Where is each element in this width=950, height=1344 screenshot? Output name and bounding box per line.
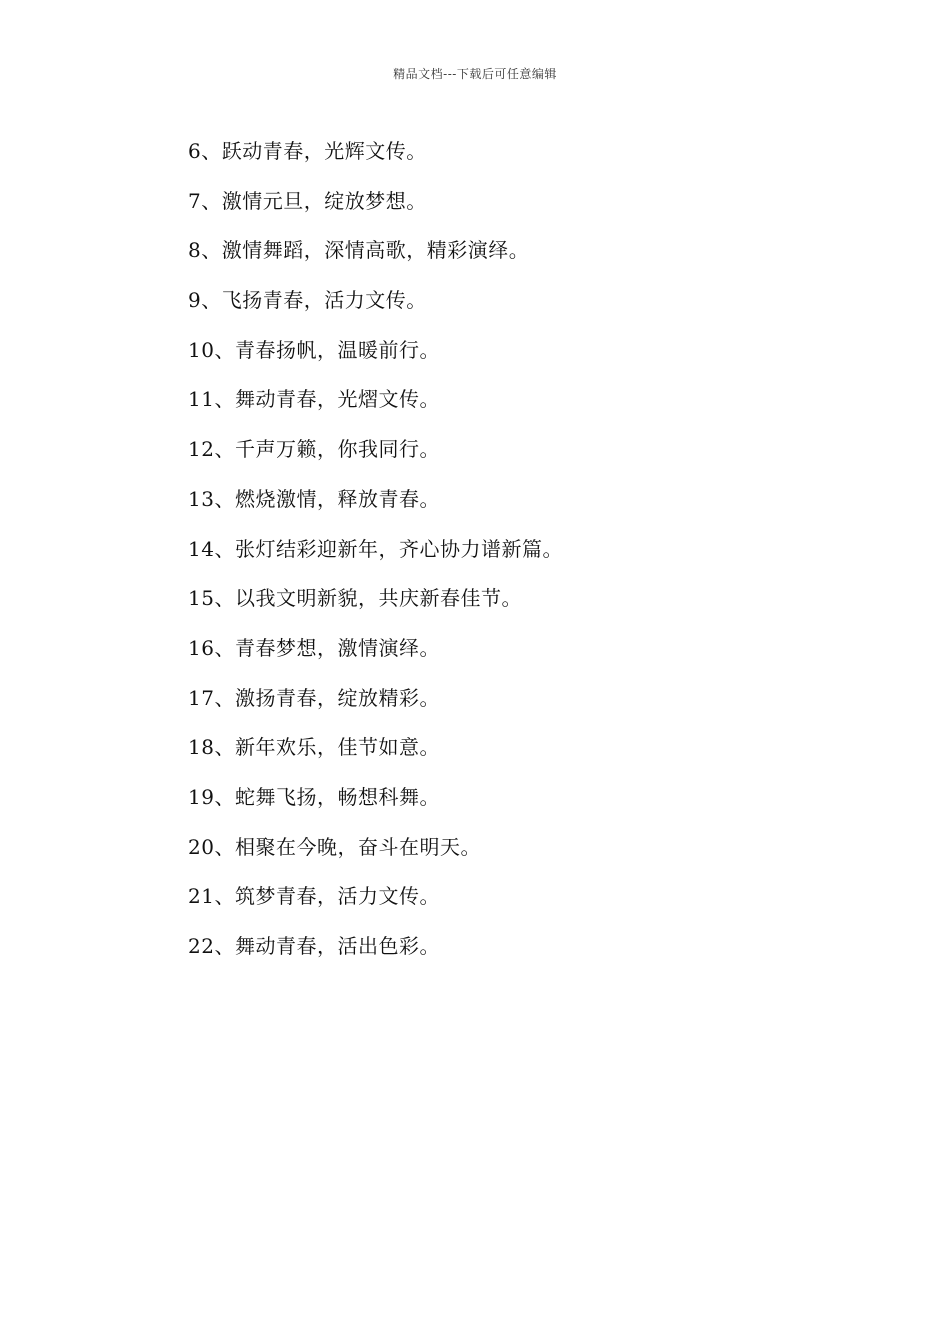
- slogan-list: [188, 136, 563, 981]
- list-item: 14、张灯结彩迎新年，齐心协力谱新篇。: [188, 536, 563, 561]
- list-item: 19、蛇舞飞扬，畅想科舞。: [188, 784, 440, 809]
- list-item: 9、飞扬青春，活力文传。: [188, 288, 427, 313]
- list-item: 22、舞动青春，活出色彩。: [188, 934, 440, 958]
- list-item: 20、相聚在今晚，奋斗在明天。: [188, 834, 481, 859]
- list-item: 8、激情舞蹈，深情高歌，精彩演绎。: [188, 238, 530, 263]
- list-item: 10、青春扬帆，温暖前行。: [188, 337, 440, 362]
- list-item: 6、跃动青春，光辉文传。: [188, 139, 427, 163]
- list-item: 13、燃烧激情，释放青春。: [188, 486, 440, 511]
- list-item: 17、激扬青春，绽放精彩。: [188, 685, 440, 710]
- list-item: 21、筑梦青春，活力文传。: [188, 884, 440, 909]
- list-item: 16、青春梦想，激情演绎。: [188, 635, 440, 660]
- list-item: 12、千声万籁，你我同行。: [188, 437, 440, 462]
- list-item: 7、激情元旦，绽放梦想。: [188, 188, 427, 213]
- list-item: 18、新年欢乐，佳节如意。: [188, 735, 440, 760]
- list-item: 11、舞动青春，光熠文传。: [188, 387, 440, 412]
- page-header: 精品文档---下载后可任意编辑: [393, 67, 557, 81]
- list-item: 15、以我文明新貌，共庆新春佳节。: [188, 586, 522, 611]
